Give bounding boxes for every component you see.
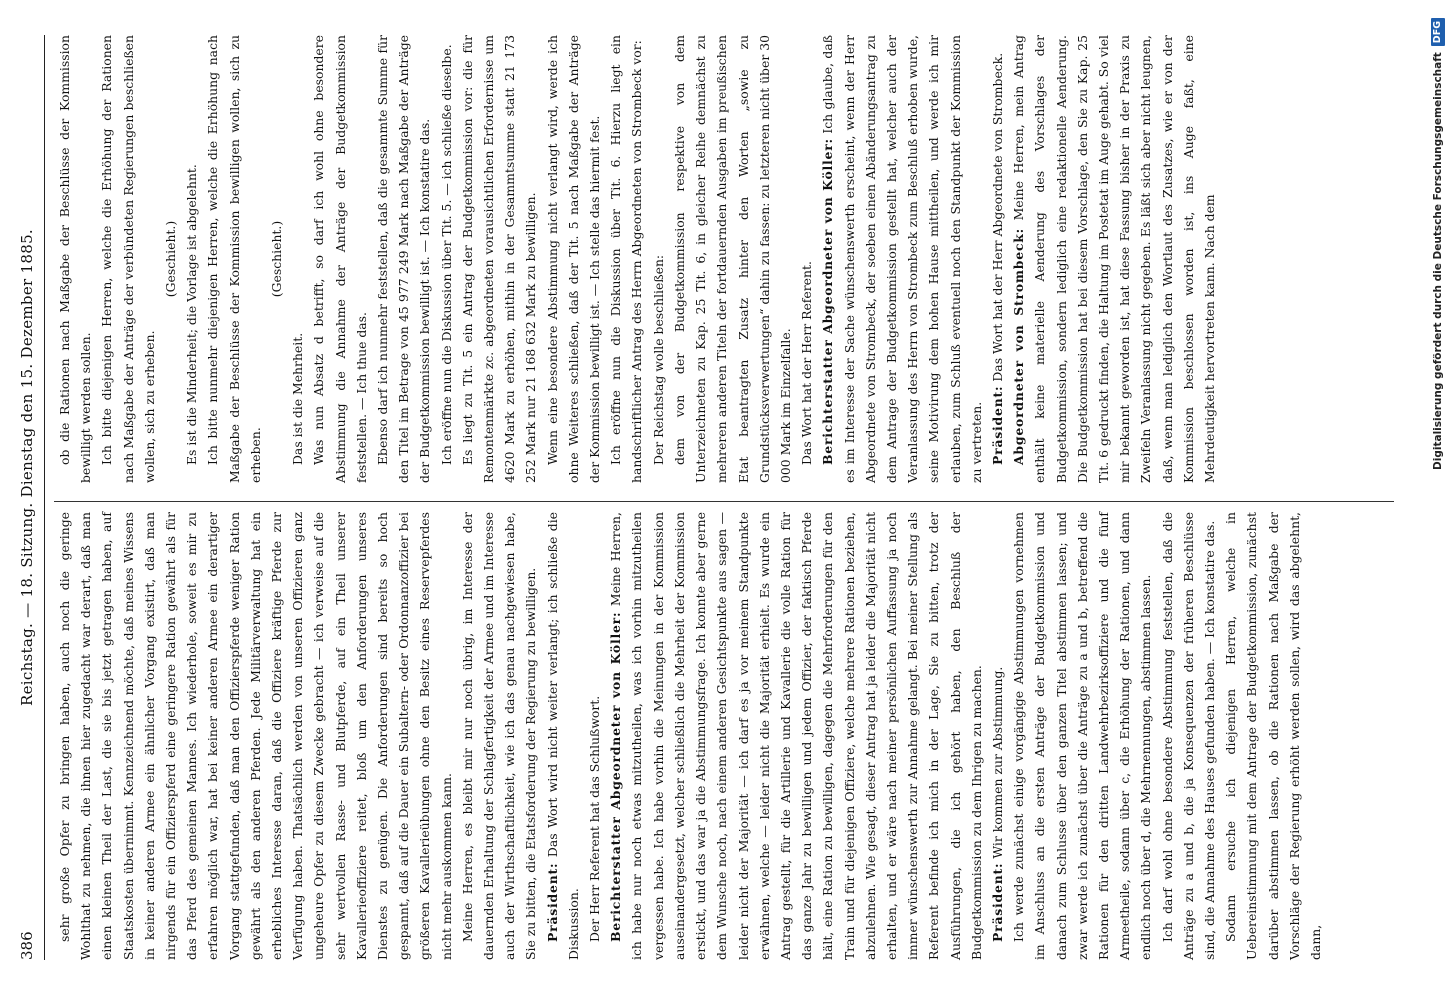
text-paragraph: sehr große Opfer zu bringen haben, auch noch die geringe Wohlthat zu nehmen, die ihnen hier zugedacht war derart, daß man einen kleinen Theil der Last, die sie bis jetzt getragen haben, auf Staatskosten übernimmt. Kennzeichnend möchte, daß meines Wissens in keiner anderen Armee ein ähnlicher Vorgang existirt, daß man nirgends für ein Offizierspferd eine geringere Ration gewährt als für das Pferd des gemeinen Mannes. Ich wiederhole, soweit es mir zu erfahren möglich war, hat bei keiner anderen Armee ein derartiger Vorgang stattgefunden, daß man den Offizierspferde weniger Ration gewährt als den anderen Pferden. Jede Militärverwaltung hat ein erhebliches Interesse daran, daß die Offiziere kräftige Pferde zur Verfügung haben. Thatsächlich werden von unseren Offizieren ganz ungeheure Opfer zu diesem Zwecke gebracht — ich verweise auf die sehr wertvollen Rasse- und Blutpferde, auf ein Theil unserer Kavallerieoffiziere reitet, bloß um den Anforderungen unseres Dienstes zu genügen. Die Anforderungen sind bereits so hoch gespannt, daß auf die Dauer ein Subaltern- oder Ordonnanzoffizier bei größeren Kavallerieübungen ohne den Besitz eines Reservepferdes nicht mehr auskommen kann. <box>57 512 454 960</box>
text-paragraph: Sodann ersuche ich diejenigen Herren, welche in Uebereinstimmung mit dem Antrage der Budgetkommission, zunächst darüber abstimmen lassen, ob die Rationen nach Maßgabe der Vorschläge der Regierung erhöht werden sollen, wird das abgelehnt, dann, <box>1223 512 1323 960</box>
scanned-page <box>18 5 1418 990</box>
text-paragraph: Es ist die Minderheit; die Vorlage ist abgelehnt. <box>184 164 200 465</box>
speaker-name: Präsident: <box>544 862 560 942</box>
speech-text: Das Wort wird nicht weiter verlangt; ich schließe die Diskussion. <box>544 512 581 960</box>
text-paragraph: Ebenso darf ich nunmehr feststellen, daß die gesammte Summe für den Titel im Betrage von 45 977 249 Mark nach Maßgabe der Anträge der Budgetkommission bewilligt ist. — Ich konstatire das. <box>375 35 433 483</box>
speech-text: Meine Herren, mein Antrag enthält keine materielle Aenderung des Vorschlages der Budgetkommission, sondern lediglich eine redaktionelle Aenderung. Die Budgetkommission hat bei diesem Vorschlage, den Sie zu Kap. 25 Tit. 6 gedruckt finden, die Haltung im Postetat im Auge gehabt. So viel mir bekannt geworden ist, hat diese Fassung bisher in der Praxis zu Zweifeln Veranlassung nicht gegeben. Es läßt sich aber nicht leugnen, daß, wenn man lediglich den Wortlaut des Zusatzes, wie er von der Kommission beschlossen worden ist, ins Auge faßt, eine Mehrdeutigkeit hervortreten kann. Nach dem <box>1011 35 1217 483</box>
stage-direction: (Geschieht.) <box>163 220 179 298</box>
column-divider <box>54 501 1394 502</box>
speech-paragraph <box>987 35 1008 483</box>
text-paragraph: Der Reichstag wolle beschließen: <box>650 254 666 465</box>
speaker-name: Abgeordneter von Strombeck: <box>1011 227 1027 465</box>
speech-paragraph <box>542 512 584 960</box>
speaker-name: Berichterstatter Abgeordneter von Köller: <box>820 138 836 465</box>
text-paragraph: Der Herr Referent hat das Schlußwort. <box>587 695 603 942</box>
dfg-logo: DFG <box>1431 18 1445 46</box>
running-head <box>18 35 45 960</box>
text-paragraph: ob die Rationen nach Maßgabe der Beschlüsse der Kommission bewilligt werden sollen. <box>57 35 94 483</box>
text-paragraph: Ich bitte diejenigen Herren, welche die Erhöhung der Rationen nach Maßgabe der Anträge der verbündeten Regierungen beschließen wollen, sich zu erheben. <box>99 35 157 483</box>
text-paragraph: Was nun Absatz d betrifft, so darf ich wohl ohne besondere Abstimmung die Annahme der Anträge der Budgetkommission feststellen. — Ich thue das. <box>311 35 369 483</box>
speech-text: Ich glaube, daß es im Interesse der Sache wünschenswerth erscheint, wenn der Herr Abgeordnete von Strombeck, der soeben einen Abänderungsantrag zu dem Antrage der Budgetkommission gestellt hat, welcher auch der Veranlassung des Herrn von Strombeck zum Beschluß erhoben wurde, seine Motivirung dem hohen Hause mittheilen, und werde ich mir erlauben, zum Schluß eventuell noch den Standpunkt der Kommission zu vertreten. <box>820 35 984 483</box>
page-header-title: Reichstag. — 18. Sitzung. Dienstag den 15. Dezember 1885. <box>18 229 36 706</box>
digitization-credit <box>1412 18 1444 983</box>
text-paragraph: Wenn eine besondere Abstimmung nicht verlangt wird, werde ich ohne Weiteres schließen, daß der Tit. 5 nach Maßgabe der Anträge der Kommission bewilligt ist. — Ich stelle das hiermit fest. <box>544 35 603 483</box>
speech-paragraph <box>1008 35 1220 483</box>
speaker-name: Präsident: <box>989 862 1005 942</box>
text-paragraph: dem von der Budgetkommission respektive von dem Unterzeichneten zu Kap. 25 Tit. 6, in gleicher Reihe demnächst zu mehreren anderen Titeln der fortdauernden Ausgaben im preußischen Etat beantragten Zusatz hinter den Worten „sowie zu Grundstücksverwertungen“ dahin zu fassen: zu letzteren nicht über 30 000 Mark im Einzelfalle. <box>671 35 793 483</box>
left-text-column <box>54 512 1326 960</box>
text-paragraph: Meine Herren, es bleibt mir nur noch übrig, im Interesse der dauernden Erhaltung der Schlagfertigkeit der Armee und im Interesse auch der Wirthschaftlichkeit, wie ich das genau nachgewiesen habe, Sie zu bitten, die Etatsforderung der Regierung zu bewilligen. <box>459 512 539 960</box>
speech-paragraph <box>817 35 987 483</box>
text-paragraph: Ich werde zunächst einige vorgängige Abstimmungen vornehmen im Anschluss an die ersten Anträge der Budgetkommission und danach zum Schlusse über den ganzen Titel abstimmen lassen; und zwar werde ich zunächst über die Anträge zu a und b, betreffend die Rationen für den dritten Landwehrbezirksoffiziere und die fünf Armeetheile, sodann über c, die Erhöhung der Rationen, und dann endlich noch über d, die Mehrnennungen, abstimmen lassen. <box>1011 512 1154 960</box>
speech-paragraph <box>605 512 987 960</box>
stage-direction: (Geschieht.) <box>269 220 285 298</box>
right-text-column <box>54 35 1220 483</box>
text-paragraph: Es liegt zu Tit. 5 ein Antrag der Budgetkommission vor: die für Remontenmärkte zc. abgeordneten vorausichtlichen Erfordernisse um 4620 Mark zu erhöhen, mithin in der Gesammtsumme statt 21 173 252 Mark nur 21 168 632 Mark zu bewilligen. <box>459 35 539 483</box>
text-paragraph: Ich eröffne nun die Diskussion über Tit. 5. — ich schließe dieselbe. <box>438 44 454 465</box>
text-paragraph: Das ist die Mehrheit. <box>290 332 306 465</box>
speech-text: Das Wort hat der Herr Abgeordnete von Strombeck. <box>989 52 1005 382</box>
speaker-name: Präsident: <box>989 385 1005 465</box>
credit-text: Digitalisierung gefördert durch die Deutsche Forschungsgemeinschaft <box>1432 52 1444 470</box>
text-paragraph: Das Wort hat der Herr Referent. <box>799 261 815 465</box>
speech-paragraph <box>987 512 1008 960</box>
speech-text: Wir kommen zur Abstimmung. <box>989 666 1005 859</box>
text-paragraph: Ich eröffne nun die Diskussion über Tit. 6. Hierzu liegt ein handschriftlicher Antrag des Herrn Abgeordneten von Strombeck vor: <box>608 35 645 483</box>
text-paragraph: Ich bitte nunmehr diejenigen Herren, welche die Erhöhung nach Maßgabe der Beschlüsse der Kommission bewilligen wollen, sich zu erheben. <box>205 35 263 483</box>
speaker-name: Berichterstatter Abgeordneter von Köller: <box>608 611 624 942</box>
speech-text: Meine Herren, ich habe nur noch etwas mitzutheilen, was ich vorhin mitzutheilen vergessen habe. Ich habe vorhin die Meinungen in der Kommission auseinandergesetzt, welcher schließlich die Mehrheit der Kommission erstickt, und das war ja die Abstimmungsfrage. Ich konnte aber gerne dem Wunsche noch, nach einem anderen Gesichtspunkte aus sagen — leider nicht der Majorität — ich darf es ja vor meinem Standpunkte erwähnen, welche — leider nicht die Majorität erhielt. Es wurde ein Antrag gestellt, für die Artillerie und Kavallerie die volle Ration für das ganze Jahr zu bewilligen und jedem Offizier, der faktisch Pferde hält, eine Ration zu bewilligen, dagegen die Mehrforderungen für den Train und für diejenigen Offiziere, welche mehrere Rationen beziehen, abzulehnen. Wie gesagt, dieser Antrag hat ja leider die Majorität nicht erhalten, und er wäre nach meiner persönlichen Auffassung ja noch immer wünschenswerth zur Annahme gelangt. Bei meiner Stellung als Referent befinde ich mich in der Lage, Sie zu bitten, trotz der Ausführungen, die ich gehört haben, den Beschluß der Budgetkommission zu dem Ihrigen zu machen. <box>608 512 984 960</box>
text-paragraph: Ich darf wohl ohne besondere Abstimmung feststellen, daß die Anträge zu a und b, die ja Konsequenzen der früheren Beschlüsse sind, die Annahme des Hauses gefunden haben. — Ich konstatire das. <box>1159 512 1217 960</box>
page-number: 386 <box>18 931 36 960</box>
